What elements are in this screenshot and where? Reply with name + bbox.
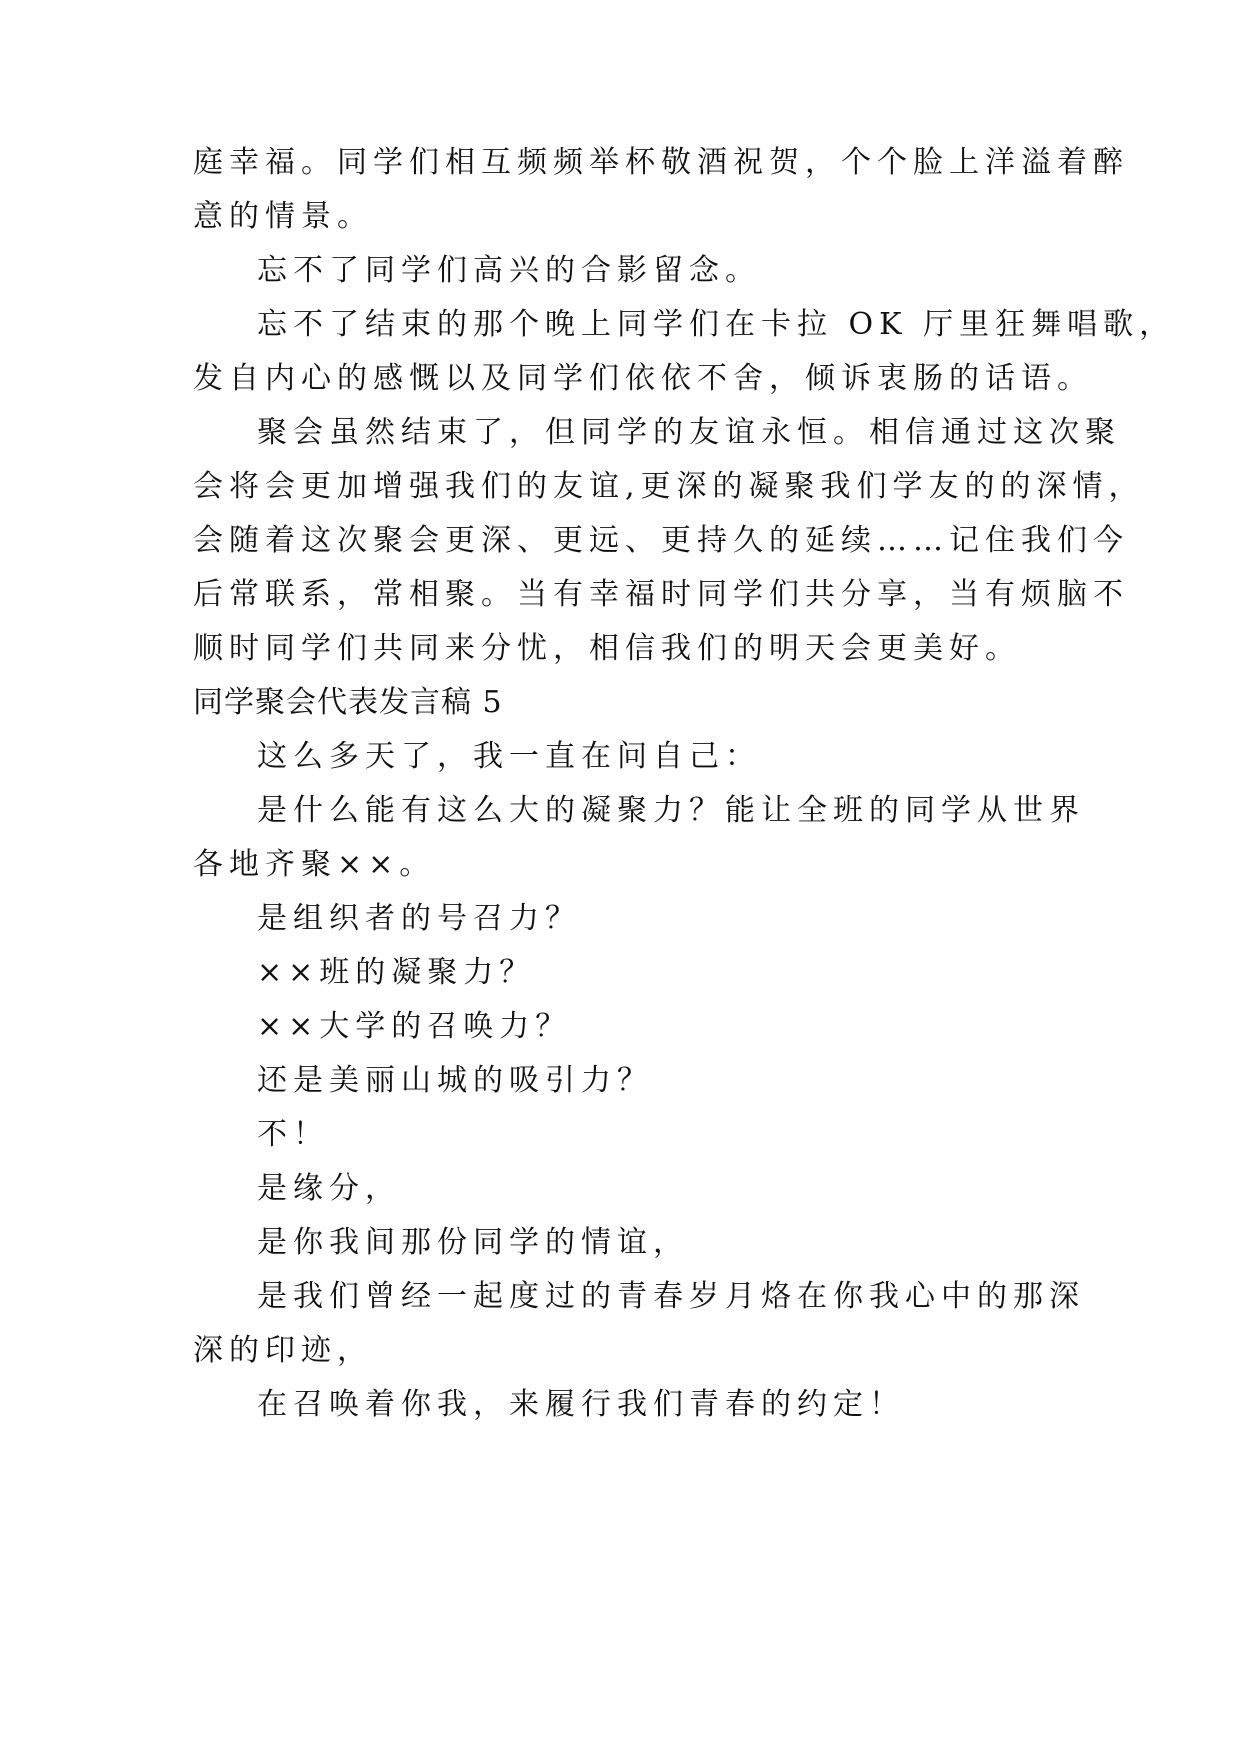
text-line: 深的印迹， — [193, 1333, 373, 1368]
text-line: 忘不了同学们高兴的合影留念。 — [257, 253, 761, 288]
text-line: 聚会虽然结束了，但同学的友谊永恒。相信通过这次聚 — [257, 415, 1121, 450]
text-line: 意的情景。 — [193, 199, 373, 234]
text-line: 是我们曾经一起度过的青春岁月烙在你我心中的那深 — [257, 1279, 1085, 1314]
text-line: 不！ — [257, 1117, 329, 1152]
text-line: 在召唤着你我，来履行我们青春的约定！ — [257, 1387, 905, 1422]
text-line: 发自内心的感慨以及同学们依依不舍，倾诉衷肠的话语。 — [193, 361, 1093, 396]
section-heading: 同学聚会代表发言稿 5 — [193, 685, 503, 720]
text-line: 各地齐聚××。 — [193, 847, 436, 882]
text-line: ××大学的召唤力？ — [257, 1009, 572, 1044]
text-line: 会将会更加增强我们的友谊,更深的凝聚我们学友的的深情， — [193, 469, 1145, 504]
text-line: 是什么能有这么大的凝聚力？能让全班的同学从世界 — [257, 793, 1085, 828]
text-line: 是缘分， — [257, 1171, 401, 1206]
text-line: 忘不了结束的那个晚上同学们在卡拉 OK 厅里狂舞唱歌， — [257, 307, 1176, 342]
text-line: 这么多天了，我一直在问自己： — [257, 739, 761, 774]
text-line: 庭幸福。同学们相互频频举杯敬酒祝贺，个个脸上洋溢着醉 — [193, 145, 1129, 180]
text-line: 是组织者的号召力？ — [257, 901, 581, 936]
text-line: 顺时同学们共同来分忧，相信我们的明天会更美好。 — [193, 631, 1021, 666]
text-line: 会随着这次聚会更深、更远、更持久的延续……记住我们今 — [193, 523, 1129, 558]
text-line: 后常联系，常相聚。当有幸福时同学们共分享，当有烦脑不 — [193, 577, 1129, 612]
text-line: 是你我间那份同学的情谊， — [257, 1225, 689, 1260]
text-line: ××班的凝聚力？ — [257, 955, 536, 990]
text-line: 还是美丽山城的吸引力？ — [257, 1063, 653, 1098]
